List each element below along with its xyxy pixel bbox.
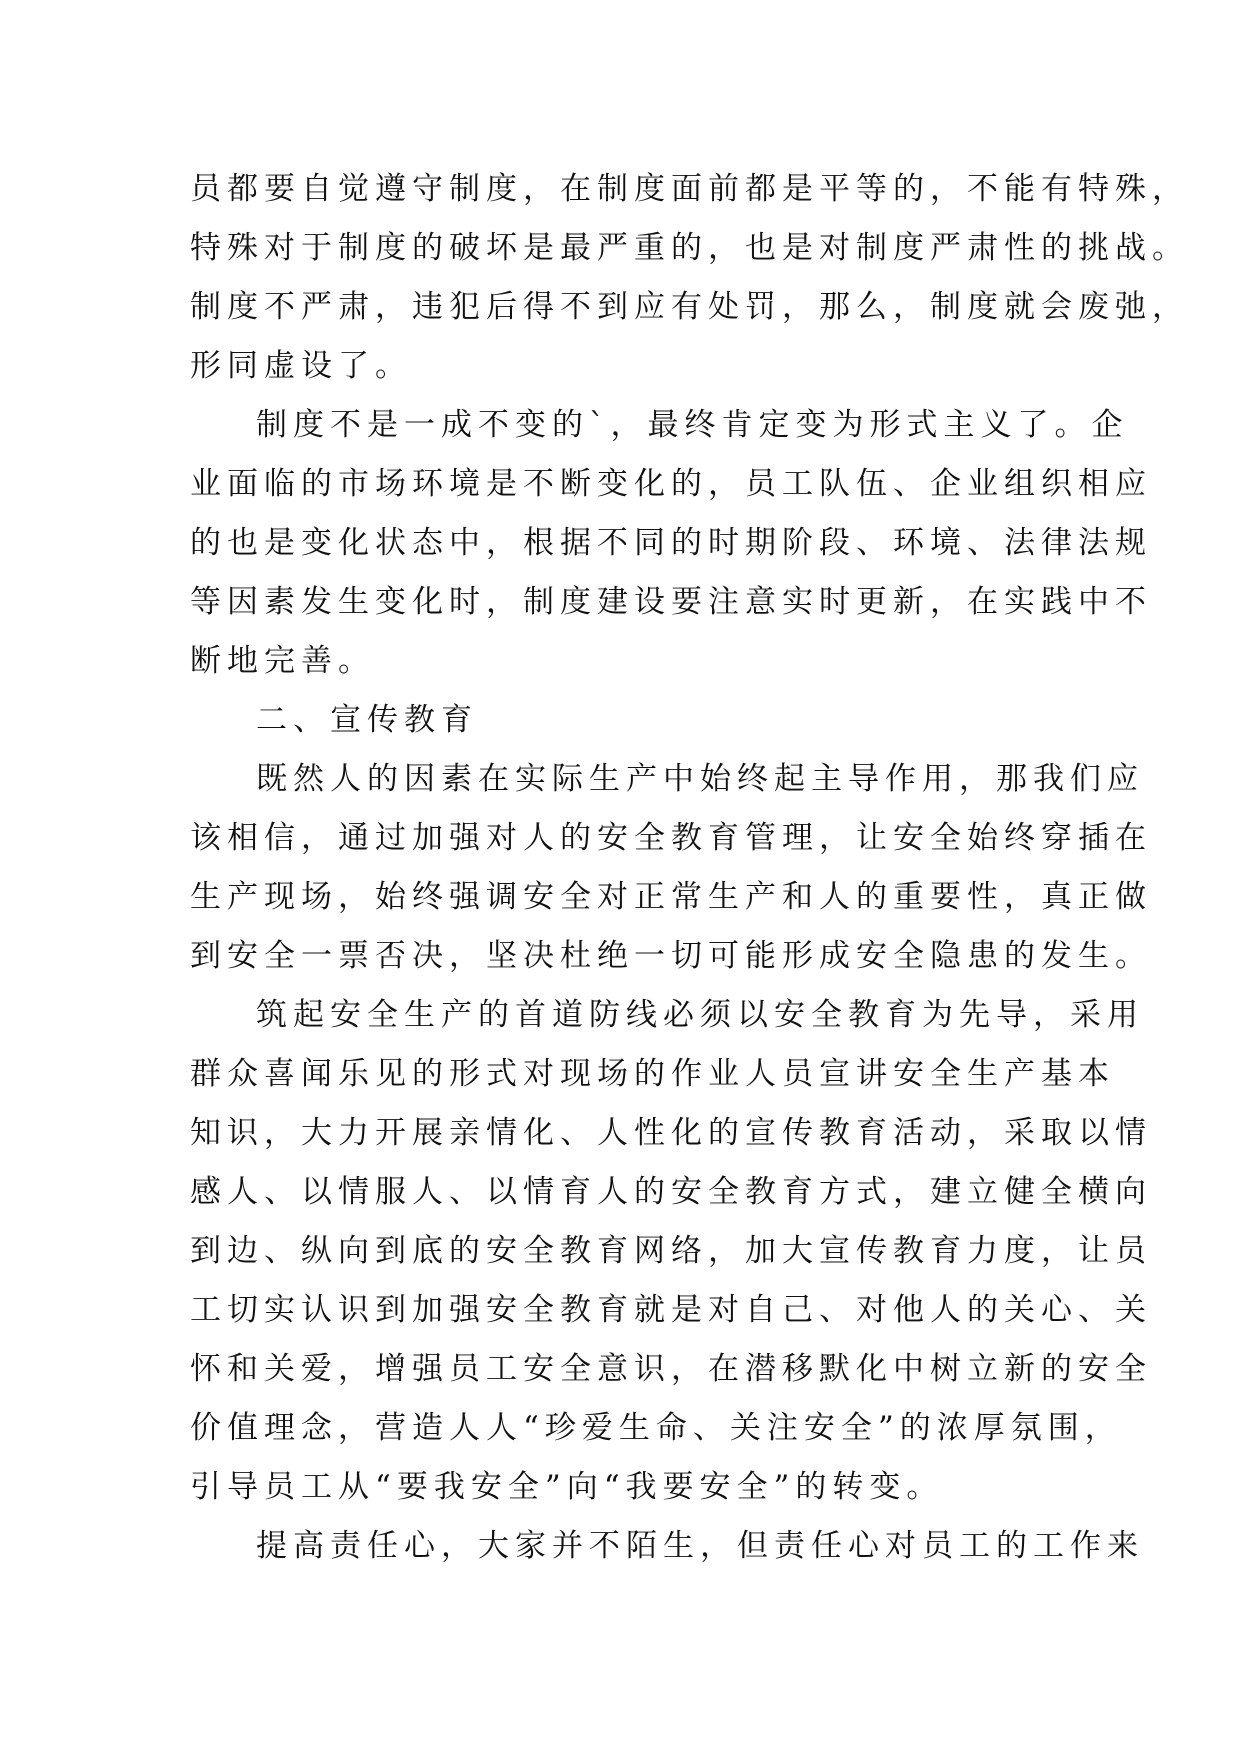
paragraph-start-line: 制度不是一成不变的`，最终肯定变为形式主义了。企 [256,407,1129,443]
text-line: 生产现场，始终强调安全对正常生产和人的重要性，真正做 [190,879,1152,915]
text-line: 该相信，通过加强对人的安全教育管理，让安全始终穿插在 [190,820,1152,856]
text-line: 怀和关爱，增强员工安全意识，在潜移默化中树立新的安全 [190,1351,1152,1387]
text-line: 到安全一票否决，坚决杜绝一切可能形成安全隐患的发生。 [190,938,1152,974]
paragraph-start-line: 提高责任心，大家并不陌生，但责任心对员工的工作来 [256,1528,1144,1564]
paragraph-start-line: 既然人的因素在实际生产中始终起主导作用，那我们应 [256,761,1144,797]
text-line: 的也是变化状态中，根据不同的时期阶段、环境、法律法规 [190,525,1152,561]
text-line: 断地完善。 [190,643,375,679]
text-line: 引导员工从“要我安全”向“我要安全”的转变。 [190,1469,944,1505]
paragraph-start-line: 筑起安全生产的首道防线必须以安全教育为先导，采用 [256,997,1144,1033]
text-line: 工切实认识到加强安全教育就是对自己、对他人的关心、关 [190,1292,1152,1328]
text-line: 群众喜闻乐见的形式对现场的作业人员宣讲安全生产基本 [190,1056,1115,1092]
text-line: 制度不严肃，违犯后得不到应有处罚，那么，制度就会废弛， [190,289,1189,325]
text-line: 特殊对于制度的破坏是最严重的，也是对制度严肃性的挑战。 [190,230,1189,266]
text-line: 到边、纵向到底的安全教育网络，加大宣传教育力度，让员 [190,1233,1152,1269]
text-line: 业面临的市场环境是不断变化的，员工队伍、企业组织相应 [190,466,1152,502]
text-line: 员都要自觉遵守制度，在制度面前都是平等的，不能有特殊， [190,171,1189,207]
body-text [190,160,1189,1576]
text-line: 知识，大力开展亲情化、人性化的宣传教育活动，采取以情 [190,1115,1152,1151]
text-line: 形同虚设了。 [190,348,412,384]
text-line: 价值理念，营造人人“珍爱生命、关注安全”的浓厚氛围， [190,1410,1122,1446]
text-line: 等因素发生变化时，制度建设要注意实时更新，在实践中不 [190,584,1152,620]
text-line: 感人、以情服人、以情育人的安全教育方式，建立健全横向 [190,1174,1152,1210]
section-heading: 二、宣传教育 [256,702,478,738]
